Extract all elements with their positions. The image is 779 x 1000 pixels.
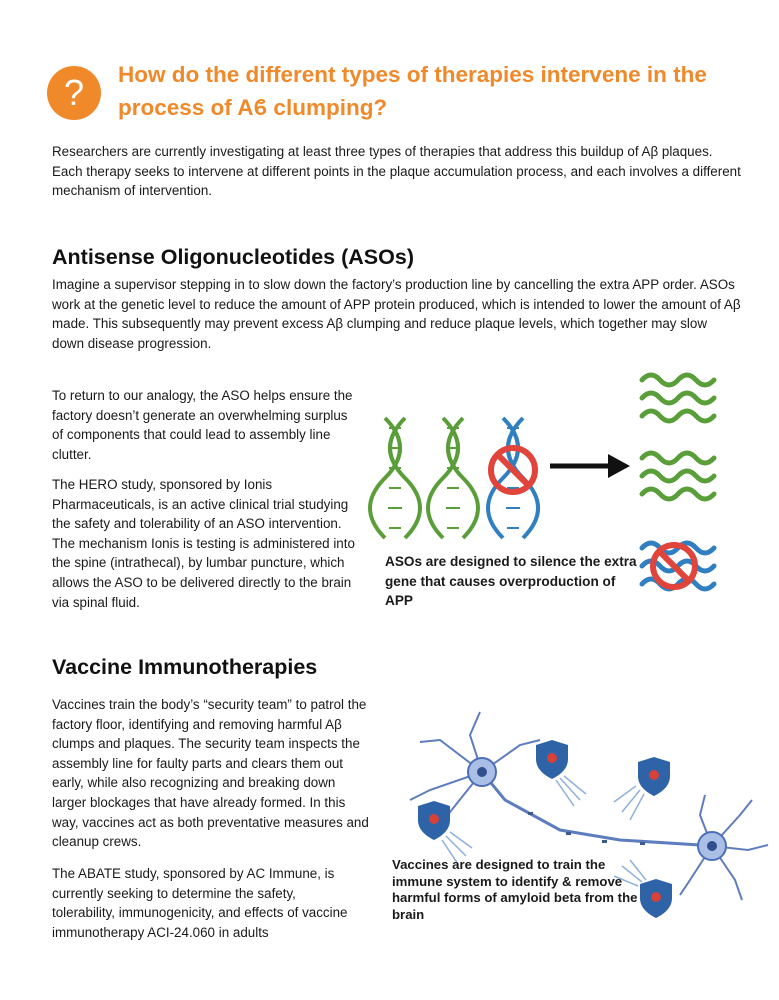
vaccine-heading: Vaccine Immunotherapies [52,655,318,679]
neuron-icon [680,795,768,900]
shield-icon [536,740,586,806]
neuron-body [468,758,496,786]
dna-helix-icon [488,418,538,538]
neuron-body [698,832,726,860]
dna-helix-icon [428,418,478,538]
vaccine-paragraph-1: Vaccines train the body’s “security team” to patrol the factory floor, identifying and removing harmful Aβ clumps and plaques. The security team inspects the assembly line for faulty parts and clears them out early, while also recognizing and breaking down larger blockages that have already formed. In this way, vaccines act as both preventative measures and cleanup crews. [52,697,369,850]
vaccine-paragraph-2: The ABATE study, sponsored by AC Immune, is currently seeking to determine the safety, tolerability, immunogenicity, and effects of vaccine immunotherapy ACI-24.060 in adults [52,866,348,940]
question-mark-icon: ? [47,66,101,120]
neuron-icon [410,712,700,845]
page-title: How do the different types of therapies intervene in the process of Aϐ clumping? [118,62,707,120]
shield-icon [614,757,670,820]
protein-wave-icon [642,543,714,589]
protein-wave-icon [642,375,714,499]
amyloid-fragment-icon [528,812,645,845]
aso-heading: Antisense Oligonucleotides (ASOs) [52,245,414,269]
vaccine-caption: Vaccines are designed to train the immune system to identify & remove harmful forms of amyloid beta from the brain [392,857,638,922]
intro-paragraph: Researchers are currently investigating at least three types of therapies that address this buildup of Aβ plaques. Each therapy seeks to intervene at different points in the plaque accumulation process, and each involves a different mechanism of intervention. [52,144,741,199]
dna-helix-icon [370,418,420,538]
prohibited-icon [491,448,535,492]
arrow-right-icon [550,454,630,478]
aso-paragraph-2: To return to our analogy, the ASO helps ensure the factory doesn’t generate an overwhelming surplus of components that could lead to assembly line clutter. [52,388,353,462]
aso-paragraph-3: The HERO study, sponsored by Ionis Pharmaceuticals, is an active clinical trial studying the safety and tolerability of an ASO intervention. The mechanism Ionis is testing is administered into the spine (intrathecal), by lumbar puncture, which allows the ASO to be delivered directly to the brain via spinal fluid. [52,477,355,610]
prohibited-icon [653,545,695,587]
shield-icon [418,801,472,864]
aso-paragraph-1: Imagine a supervisor stepping in to slow down the factory’s production line by cancelling the extra APP order. ASOs work at the genetic level to reduce the amount of APP protein produced, which is intended to lower the amount of Aβ made. This subsequently may prevent excess Aβ clumping and reduce plaque levels, which together may slow down disease progression. [52,277,741,351]
aso-caption: ASOs are designed to silence the extra gene that causes overproduction of APP [385,554,637,608]
